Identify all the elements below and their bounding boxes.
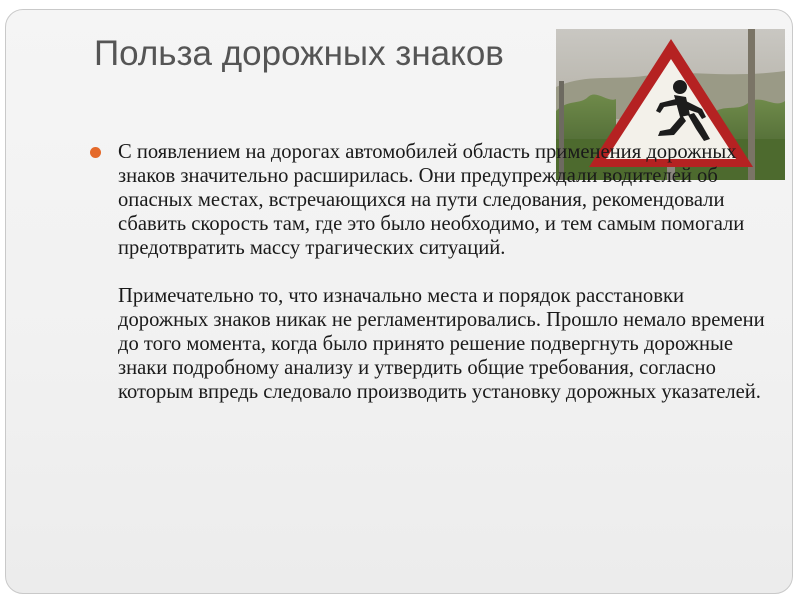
paragraph: С появлением на дорогах автомобилей область применения дорожных знаков значительно расширилась. Они предупреждали водителей об опасных местах, встречающихся на пути следования, рекомендовали сбавить скорость там, где это было необходимо, и тем самым помогали предотвратить массу трагических ситуаций.: [118, 141, 745, 259]
slide: [5, 9, 793, 594]
slide-body: [85, 140, 775, 404]
bullet-icon: [90, 147, 101, 158]
slide-title: Польза дорожных знаков: [94, 34, 504, 73]
bullet-item: [85, 140, 775, 404]
paragraph: Примечательно то, что изначально места и порядок расстановки дорожных знаков никак не регламентировались. Прошло немало времени до того момента, когда было принято решение подвергнуть дорожные знаки подробному анализу и утвердить общие требования, согласно которым впредь следовало производить установку дорожных указателей.: [118, 285, 765, 403]
